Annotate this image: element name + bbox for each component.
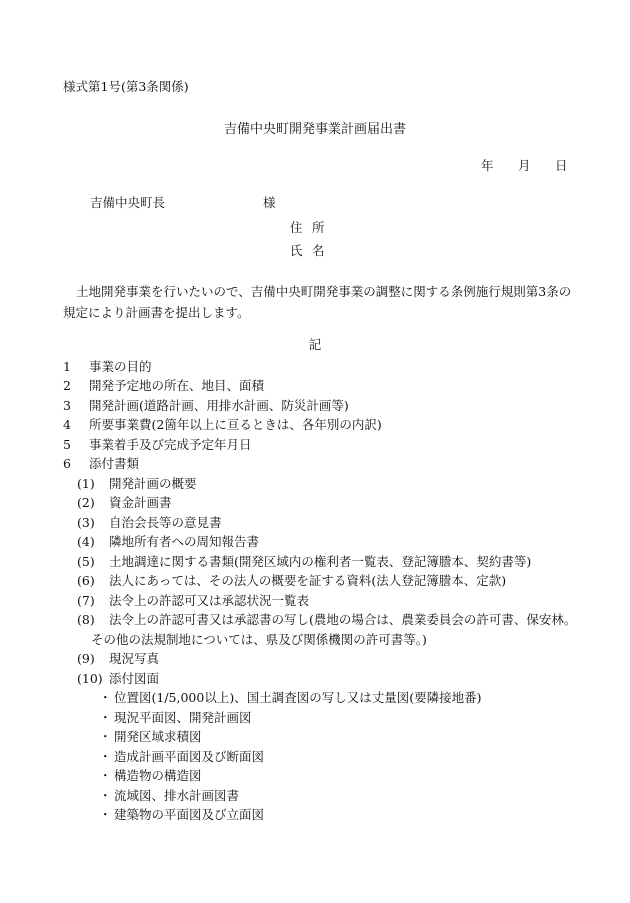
attachment-item: [63, 669, 593, 689]
item-text: 開発計画(道路計画、用排水計画、防災計画等): [89, 397, 349, 413]
attachment-number: (4): [77, 534, 95, 549]
item-number: 1: [63, 358, 71, 374]
item-text: 事業の目的: [89, 358, 152, 374]
list-item: [63, 455, 593, 475]
attachment-continuation-text: その他の法規制地については、県及び関係機関の許可書等。): [91, 631, 427, 647]
attachment-number: (3): [77, 514, 95, 530]
item-number: 4: [63, 417, 71, 432]
drawing-item: [63, 689, 593, 709]
item-text: 事業着手及び完成予定年月日: [89, 436, 252, 452]
bullet-icon: ・: [99, 787, 112, 803]
attachment-item: [63, 533, 593, 553]
item-text: 添付書類: [89, 456, 140, 471]
name-label-char2: 名: [312, 243, 325, 258]
drawing-text: 位置図(1/5,000以上)、国土調査図の写し又は丈量図(要隣接地番): [114, 690, 482, 705]
list-item: [63, 416, 593, 436]
bullet-icon: ・: [99, 807, 112, 822]
attachment-number: (6): [77, 573, 95, 588]
bullet-icon: ・: [99, 709, 112, 725]
attachment-continuation: [63, 630, 593, 650]
form-number: 様式第1号(第3条関係): [63, 79, 189, 94]
attachment-text: 法令上の許認可又は承認状況一覧表: [109, 592, 310, 608]
drawing-item: [63, 806, 593, 826]
date-year-label: 年: [481, 158, 494, 173]
drawing-item: [63, 708, 593, 728]
attachment-number: (5): [77, 553, 95, 569]
attachment-item: [63, 572, 593, 592]
item-number: 6: [63, 456, 71, 471]
document-title: 吉備中央町開発事業計画届出書: [223, 122, 406, 137]
body-paragraph: [63, 281, 573, 323]
attachment-number: (7): [77, 592, 95, 608]
attachment-item: [63, 591, 593, 611]
date-month-label: 月: [518, 158, 531, 173]
list-item: [63, 377, 593, 397]
attachment-text: 土地調達に関する書類(開発区域内の権利者一覧表、登記簿謄本、契約書等): [109, 553, 532, 569]
drawing-text: 造成計画平面図及び断面図: [114, 748, 265, 764]
drawing-item: [63, 728, 593, 748]
drawing-text: 構造物の構造図: [114, 768, 202, 783]
attachment-text: 法令上の許認可書又は承認書の写し(農地の場合は、農業委員会の許可書、保安林。: [109, 612, 577, 627]
attachment-item: [63, 474, 593, 494]
attachment-item: [63, 494, 593, 514]
drawing-text: 開発区域求積図: [114, 729, 202, 744]
attachment-text: 法人にあっては、その法人の概要を証する資料(法人登記簿謄本、定款): [109, 573, 507, 588]
list-item: [63, 357, 593, 377]
drawing-item: [63, 767, 593, 787]
attachment-item: [63, 552, 593, 572]
drawing-text: 現況平面図、開発計画図: [114, 709, 252, 725]
item-text: 開発予定地の所在、地目、面積: [89, 378, 265, 393]
list-item: [63, 435, 593, 455]
item-number: 3: [63, 397, 71, 413]
attachment-number: (9): [77, 651, 95, 666]
attachment-text: 開発計画の概要: [109, 475, 197, 491]
address-label: [290, 222, 325, 235]
attachment-number: (1): [77, 475, 95, 491]
bullet-icon: ・: [99, 768, 112, 783]
address-label-char2: 所: [312, 220, 325, 235]
drawing-text: 流域図、排水計画図書: [114, 787, 240, 803]
attachment-text: 自治会長等の意見書: [109, 514, 222, 530]
attachment-text: 現況写真: [109, 651, 160, 666]
attachment-item: [63, 513, 593, 533]
drawing-text: 建築物の平面図及び立面図: [114, 807, 265, 822]
attachment-number: (8): [77, 612, 95, 627]
attachment-item: [63, 650, 593, 670]
item-list: [63, 357, 593, 825]
name-label-char1: 氏: [290, 243, 303, 258]
attachment-text: 隣地所有者への周知報告書: [109, 534, 260, 549]
date-day-label: 日: [555, 158, 568, 173]
ki-heading: 記: [308, 337, 322, 352]
bullet-icon: ・: [99, 748, 112, 764]
attachment-text: 資金計画書: [109, 495, 172, 510]
item-text: 所要事業費(2箇年以上に亘るときは、各年別の内訳): [89, 417, 382, 432]
addressee: 吉備中央町長: [90, 195, 166, 210]
attachment-number: (2): [77, 495, 95, 510]
attachment-number: (10): [77, 670, 103, 686]
attachment-text: 添付図面: [109, 670, 160, 686]
address-label-char1: 住: [290, 220, 303, 235]
item-number: 5: [63, 436, 71, 452]
bullet-icon: ・: [99, 729, 112, 744]
item-number: 2: [63, 378, 71, 393]
honorific: 様: [263, 195, 276, 210]
body-paragraph-text: 土地開発事業を行いたいので、吉備中央町開発事業の調整に関する条例施行規則第3条の規定により計画書を提出します。: [63, 284, 572, 320]
attachment-item: [63, 611, 593, 631]
list-item: [63, 396, 593, 416]
drawing-item: [63, 786, 593, 806]
drawing-item: [63, 747, 593, 767]
name-label: [290, 245, 325, 258]
bullet-icon: ・: [99, 690, 112, 705]
